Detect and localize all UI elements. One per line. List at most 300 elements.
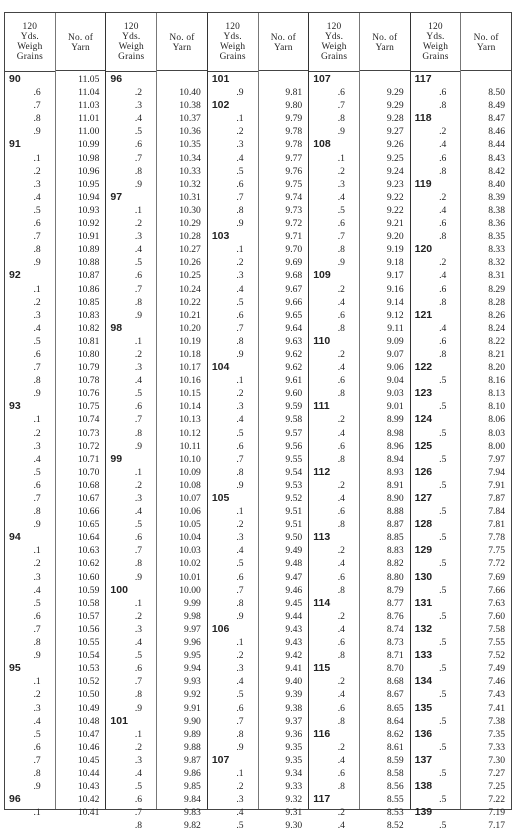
weight-cell: .5: [439, 663, 447, 675]
yarn-cell: 9.53: [285, 479, 303, 491]
table-row: [461, 557, 511, 570]
table-row: [157, 479, 207, 492]
table-row: [5, 780, 55, 793]
yarn-cell: 9.75: [285, 178, 303, 190]
yarn-cell: 8.40: [488, 178, 506, 190]
yarn-cell: 10.64: [77, 532, 100, 544]
table-row: [461, 819, 511, 832]
table-row: [461, 269, 511, 282]
table-row: [259, 649, 309, 662]
table-row: [208, 348, 258, 361]
weight-cell: .7: [33, 362, 41, 374]
weight-cell: .6: [439, 152, 447, 164]
weight-cell: .2: [337, 807, 345, 819]
table-row: [106, 649, 156, 662]
table-row: [461, 335, 511, 348]
table-row: [259, 505, 309, 518]
table-row: [411, 413, 461, 426]
yarn-cell: 10.67: [77, 493, 100, 504]
table-row: [411, 806, 461, 819]
yarn-cell: 9.55: [285, 453, 303, 465]
yarn-cell: 9.65: [285, 309, 303, 321]
yarn-cell: 10.35: [179, 139, 201, 151]
table-row: [157, 296, 207, 309]
weight-cell: .7: [134, 283, 143, 295]
weight-cell: 100: [110, 583, 128, 596]
weight-cell: 128: [414, 518, 433, 531]
yarn-cell: 9.21: [386, 218, 404, 230]
table-row: [360, 296, 410, 309]
table-row: [309, 309, 359, 322]
weight-cell: 95: [9, 662, 21, 675]
table-row: [157, 112, 207, 125]
table-row: [157, 178, 207, 191]
weight-cell: .6: [439, 335, 447, 347]
weight-cell: 117: [313, 793, 331, 806]
table-row: [309, 400, 359, 413]
table-row: [461, 387, 511, 400]
weight-cell: .6: [236, 178, 244, 190]
yarn-cell: 8.62: [386, 728, 404, 740]
table-row: [5, 688, 55, 701]
table-row: [461, 466, 511, 479]
weight-cell: .6: [33, 610, 41, 622]
table-row: [461, 125, 511, 138]
yarn-cell: 8.99: [386, 414, 404, 426]
table-row: [5, 806, 55, 819]
yarn-cell: 7.91: [488, 479, 506, 491]
weight-cell: .8: [134, 427, 143, 439]
weight-cell: .2: [33, 558, 41, 570]
yarn-cell: 8.49: [488, 100, 506, 112]
table-row: [411, 688, 461, 701]
weight-cell: .1: [33, 807, 41, 819]
yarn-cell: 8.83: [386, 545, 404, 557]
yarn-cell: 11.04: [78, 87, 100, 99]
table-row: [56, 544, 106, 557]
yarn-cell: 8.94: [386, 453, 404, 465]
table-row: [106, 636, 156, 649]
table-row: [461, 374, 511, 387]
weight-cell: .9: [33, 519, 41, 531]
weight-cell: .7: [33, 100, 41, 112]
weight-cell: .2: [134, 87, 143, 99]
yarn-cell: 10.89: [77, 244, 100, 256]
yarn-cell: 9.79: [285, 113, 303, 125]
table-row: [106, 453, 156, 466]
table-row: [157, 361, 207, 374]
table-row: [157, 597, 207, 610]
table-row: [106, 361, 156, 374]
table-row: [106, 610, 156, 623]
weight-cell: .2: [337, 676, 345, 688]
table-row: [208, 649, 258, 662]
table-row: [56, 283, 106, 296]
table-row: [259, 571, 309, 584]
weight-cell: .9: [33, 388, 41, 400]
yarn-cell: 9.94: [184, 663, 201, 675]
weight-cell: 91: [9, 138, 21, 151]
yarn-cell: 8.32: [488, 257, 506, 269]
yarn-cell: 9.82: [184, 820, 201, 832]
table-row: [208, 793, 258, 806]
yarn-cell: 10.82: [77, 322, 100, 334]
yarn-cell: 9.90: [184, 715, 201, 727]
table-row: [360, 73, 410, 86]
table-row: [360, 688, 410, 701]
table-row: [5, 86, 55, 99]
table-row: [309, 715, 359, 728]
yarn-cell: 10.66: [77, 506, 100, 518]
weight-cell: .1: [134, 466, 143, 478]
weight-cell: .7: [236, 715, 244, 727]
yarn-cell: 10.55: [77, 637, 100, 649]
table-row: [56, 138, 106, 151]
table-row: [56, 688, 106, 701]
yarn-cell: 10.57: [77, 610, 100, 622]
yarn-cell: 10.47: [77, 728, 100, 740]
weight-cell: .5: [439, 637, 447, 649]
weight-cell: .6: [134, 794, 143, 806]
table-row: [157, 152, 207, 165]
yarn-cell: 7.46: [488, 676, 506, 688]
table-row: [157, 243, 207, 256]
table-row: [411, 584, 461, 597]
weight-cell: .2: [134, 348, 143, 360]
table-row: [360, 505, 410, 518]
table-row: [56, 675, 106, 688]
yarn-cell: 8.77: [386, 597, 404, 609]
weight-cell: .9: [33, 126, 41, 138]
table-row: [461, 767, 511, 780]
table-row: [56, 728, 106, 741]
weight-cell: .8: [236, 204, 244, 216]
yarn-cell: 9.99: [184, 597, 201, 609]
table-row: [208, 112, 258, 125]
weight-cell: .4: [33, 453, 41, 465]
weight-cell: .4: [236, 807, 244, 819]
table-row: [208, 662, 258, 675]
table-row: [157, 754, 207, 767]
weight-cell: .7: [33, 754, 41, 766]
table-row: [208, 335, 258, 348]
weight-cell: .2: [236, 257, 244, 269]
weight-cell: .6: [33, 479, 41, 491]
yarn-cell: 8.65: [386, 702, 404, 714]
table-row: [106, 427, 156, 440]
table-row: [208, 204, 258, 217]
table-row: [309, 178, 359, 191]
table-row: [106, 204, 156, 217]
table-row: [5, 466, 55, 479]
table-row: [309, 335, 359, 348]
weight-cell: .2: [33, 689, 41, 701]
weight-cell: .8: [236, 728, 244, 740]
table-row: [461, 675, 511, 688]
weight-cell: .5: [33, 466, 41, 478]
table-row: [56, 518, 106, 531]
table-row: [106, 819, 156, 832]
table-row: [106, 466, 156, 479]
yarn-cell: 9.51: [285, 519, 303, 531]
table-row: [56, 479, 106, 492]
weight-cell: 138: [414, 780, 433, 793]
table-row: [208, 309, 258, 322]
table-row: [208, 99, 258, 112]
weight-cell: 126: [414, 465, 433, 478]
yarn-cell: 10.85: [77, 296, 100, 308]
table-row: [259, 584, 309, 597]
yarn-cell: 8.88: [386, 506, 404, 518]
table-row: [5, 112, 55, 125]
yarn-cell: 9.32: [285, 794, 303, 806]
table-row: [106, 387, 156, 400]
weight-cell: .6: [33, 348, 41, 360]
yarn-cell: 9.30: [285, 820, 303, 832]
table-row: [208, 296, 258, 309]
table-row: [259, 793, 309, 806]
yarn-cell: 7.84: [488, 506, 506, 518]
table-row: [309, 531, 359, 544]
weight-cell: .5: [134, 519, 143, 531]
table-row: [5, 531, 55, 544]
yarn-cell: 10.32: [179, 178, 201, 190]
table-row: [360, 309, 410, 322]
yarn-cell: 10.53: [77, 663, 100, 675]
weight-column: [106, 13, 157, 832]
table-row: [309, 623, 359, 636]
yarn-cell: 10.40: [179, 87, 201, 99]
weight-cell: .7: [236, 453, 244, 465]
yarn-cell: 10.50: [77, 689, 100, 701]
table-row: [309, 518, 359, 531]
yarn-cell: 10.71: [77, 453, 100, 465]
table-row: [5, 269, 55, 282]
yarn-cell: 9.83: [184, 807, 201, 819]
yarn-column: [461, 13, 511, 832]
table-row: [5, 702, 55, 715]
table-row: [309, 283, 359, 296]
weight-cell: 121: [414, 308, 433, 321]
table-row: [259, 335, 309, 348]
table-row: [106, 675, 156, 688]
table-row: [461, 649, 511, 662]
table-row: [157, 73, 207, 86]
table-row: [208, 178, 258, 191]
weight-cell: .1: [236, 637, 244, 649]
yarn-cell: 9.63: [285, 335, 303, 347]
table-row: [106, 335, 156, 348]
table-row: [106, 178, 156, 191]
yarn-cell: 9.33: [285, 781, 303, 793]
weight-cell: .5: [439, 375, 447, 387]
weight-cell: .6: [337, 767, 345, 779]
weight-cell: .8: [439, 231, 447, 243]
table-row: [309, 767, 359, 780]
yarn-cell: 9.57: [285, 427, 303, 439]
table-row: [360, 322, 410, 335]
table-row: [56, 806, 106, 819]
table-row: [208, 73, 258, 86]
table-row: [56, 348, 106, 361]
table-row: [461, 531, 511, 544]
table-row: [56, 217, 106, 230]
yarn-cell: 9.85: [184, 781, 201, 793]
table-row: [259, 191, 309, 204]
weight-header: 120 Yds. Weigh Grains: [208, 13, 258, 72]
table-row: [106, 256, 156, 269]
table-row: [259, 138, 309, 151]
table-row: [360, 518, 410, 531]
yarn-cell: 10.45: [77, 754, 100, 766]
table-row: [461, 518, 511, 531]
table-row: [309, 165, 359, 178]
table-row: [56, 557, 106, 570]
yarn-cell: 10.70: [77, 466, 100, 478]
table-block: [309, 13, 410, 832]
yarn-cell: 8.80: [386, 571, 404, 583]
yarn-cell: 8.39: [488, 191, 506, 203]
table-row: [208, 165, 258, 178]
table-row: [309, 702, 359, 715]
weight-cell: .7: [236, 191, 244, 203]
table-row: [56, 361, 106, 374]
yarn-cell: 7.72: [488, 558, 506, 570]
yarn-cell: 7.19: [488, 807, 506, 819]
table-row: [5, 217, 55, 230]
yarn-cell: 10.29: [179, 218, 201, 230]
table-row: [208, 741, 258, 754]
yarn-cell: 8.29: [488, 283, 506, 295]
table-row: [461, 505, 511, 518]
weight-cell: .5: [439, 610, 447, 622]
table-row: [461, 623, 511, 636]
weight-cell: .3: [236, 532, 244, 544]
yarn-cell: 9.51: [285, 506, 303, 518]
yarn-cell: 9.39: [285, 689, 303, 701]
yarn-cell: 9.73: [285, 204, 303, 216]
yarn-cell: 9.44: [285, 610, 303, 622]
weight-cell: .4: [33, 584, 41, 596]
yarn-cell: 9.62: [285, 362, 303, 374]
weight-cell: .4: [337, 820, 345, 832]
table-row: [208, 597, 258, 610]
weight-cell: .4: [439, 270, 447, 282]
table-row: [360, 636, 410, 649]
table-row: [5, 165, 55, 178]
yarn-cell: 7.41: [488, 702, 506, 714]
yarn-cell: 9.46: [285, 584, 303, 596]
table-row: [360, 806, 410, 819]
yarn-cell: 9.81: [285, 87, 303, 99]
weight-cell: 132: [414, 622, 433, 635]
yarn-cell: 9.89: [184, 728, 201, 740]
yarn-cell: 9.84: [184, 794, 201, 806]
weight-cell: .1: [236, 375, 244, 387]
yarn-cell: 9.22: [386, 204, 404, 216]
table-row: [56, 99, 106, 112]
yarn-cell: 9.69: [285, 257, 303, 269]
table-row: [461, 427, 511, 440]
yarn-cell: 7.49: [488, 663, 506, 675]
table-row: [411, 230, 461, 243]
weight-cell: .5: [33, 335, 41, 347]
weight-cell: .5: [134, 388, 143, 400]
weight-cell: .5: [337, 204, 345, 216]
weight-cell: .4: [236, 545, 244, 557]
table-row: [56, 623, 106, 636]
table-row: [106, 662, 156, 675]
weight-cell: .7: [236, 584, 244, 596]
weight-cell: 90: [9, 73, 21, 85]
yarn-cell: 9.06: [386, 362, 404, 374]
table-row: [411, 400, 461, 413]
weight-cell: 133: [414, 649, 433, 662]
yarn-cell: 7.94: [488, 466, 506, 478]
weight-cell: .2: [337, 741, 345, 753]
table-row: [106, 374, 156, 387]
weight-cell: .8: [134, 820, 143, 832]
weight-cell: .5: [33, 728, 41, 740]
yarn-column: [259, 13, 309, 832]
table-row: [259, 688, 309, 701]
table-row: [411, 348, 461, 361]
yarn-cell: 9.50: [285, 532, 303, 544]
yarn-column: [157, 13, 207, 832]
table-block: [208, 13, 309, 832]
table-row: [157, 675, 207, 688]
table-row: [5, 138, 55, 151]
yarn-cell: 8.71: [386, 650, 404, 662]
table-row: [106, 73, 156, 86]
weight-cell: .8: [337, 322, 345, 334]
weight-cell: .5: [439, 689, 447, 701]
yarn-cell: 10.54: [77, 650, 100, 662]
table-row: [208, 702, 258, 715]
weight-cell: .5: [134, 650, 143, 662]
table-row: [461, 322, 511, 335]
yarn-cell: 9.40: [285, 676, 303, 688]
weight-cell: .5: [236, 165, 244, 177]
yarn-cell: 8.53: [386, 807, 404, 819]
table-row: [157, 204, 207, 217]
table-row: [5, 675, 55, 688]
table-row: [259, 73, 309, 86]
table-row: [56, 243, 106, 256]
table-row: [106, 806, 156, 819]
weight-cell: .8: [337, 650, 345, 662]
weight-cell: .6: [236, 309, 244, 321]
weight-cell: .2: [337, 610, 345, 622]
table-row: [360, 649, 410, 662]
weight-cell: .8: [337, 244, 345, 256]
table-row: [208, 518, 258, 531]
yarn-cell: 10.80: [77, 348, 100, 360]
yarn-cell: 8.98: [386, 427, 404, 439]
table-row: [360, 453, 410, 466]
yarn-cell: 9.86: [184, 767, 201, 779]
weight-cell: .8: [236, 466, 244, 478]
table-row: [106, 544, 156, 557]
yarn-cell: 9.61: [285, 375, 303, 387]
table-row: [360, 662, 410, 675]
weight-cell: .9: [337, 257, 345, 269]
table-row: [157, 374, 207, 387]
table-row: [259, 466, 309, 479]
table-row: [106, 348, 156, 361]
table-row: [411, 191, 461, 204]
table-row: [56, 112, 106, 125]
